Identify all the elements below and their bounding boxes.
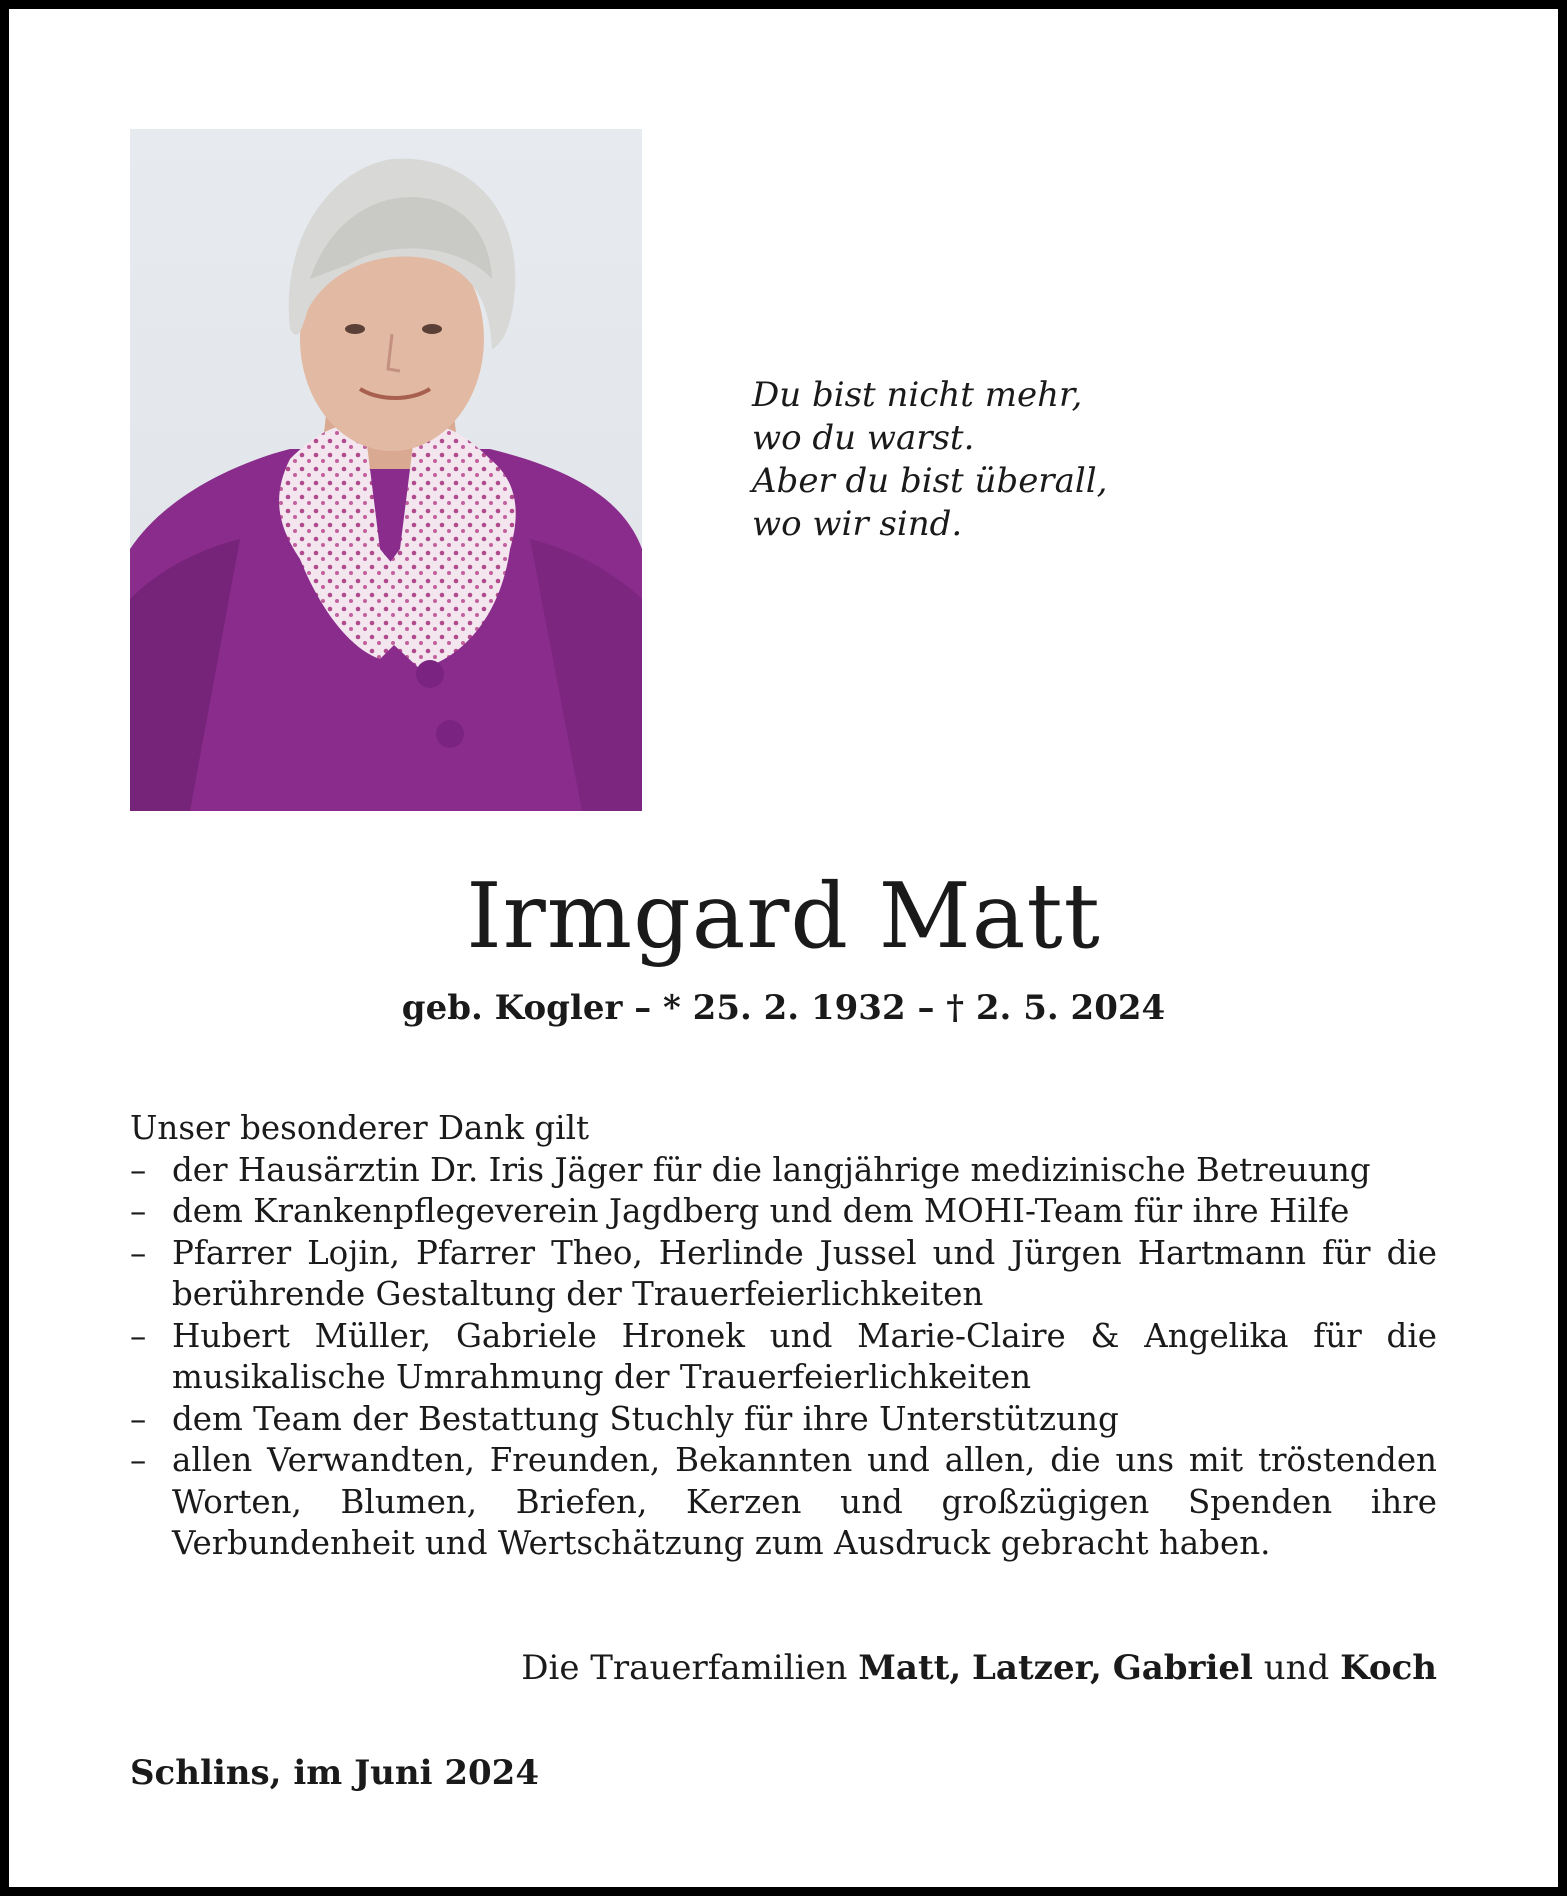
thanks-section <box>130 1108 1437 1565</box>
list-item <box>130 1440 1437 1565</box>
list-item <box>130 1233 1437 1316</box>
birth-death-dates: geb. Kogler – * 25. 2. 1932 – † 2. 5. 2024 <box>401 988 1166 1028</box>
list-item-text: dem Krankenpflegeverein Jagdberg und dem MOHI-Team für ihre Hilfe <box>172 1192 1350 1230</box>
signature-prefix: Die Trauerfamilien <box>521 1648 848 1688</box>
portrait-illustration <box>130 129 642 811</box>
poem-line: Aber du bist überall, <box>752 461 1108 501</box>
thanks-intro: Unser besonderer Dank gilt <box>130 1109 590 1147</box>
family-signature <box>521 1645 1437 1691</box>
list-item-text: Pfarrer Lojin, Pfarrer Theo, Herlinde Jussel und Jürgen Hartmann für die berührende Gestaltung der Trauerfeierlichkeiten <box>172 1233 1437 1313</box>
list-item <box>130 1191 1437 1233</box>
family-name: Latzer, <box>972 1648 1102 1688</box>
dash-marker: – <box>130 1441 147 1479</box>
family-name: Matt, <box>858 1648 962 1688</box>
thanks-list <box>130 1150 1437 1565</box>
dash-marker: – <box>130 1150 147 1189</box>
family-name: Koch <box>1340 1648 1437 1688</box>
dash-marker: – <box>130 1233 147 1272</box>
list-item <box>130 1150 1437 1192</box>
portrait-photo <box>130 129 642 811</box>
dash-marker: – <box>130 1192 147 1230</box>
poem-line: wo du warst. <box>752 418 975 458</box>
dash-marker: – <box>130 1399 147 1438</box>
poem-line: wo wir sind. <box>752 504 963 544</box>
signature-connector: und <box>1263 1648 1330 1688</box>
list-item <box>130 1316 1437 1399</box>
place-date: Schlins, im Juni 2024 <box>130 1753 539 1793</box>
list-item <box>130 1399 1437 1441</box>
list-item-text: der Hausärztin Dr. Iris Jäger für die langjährige medizinische Betreuung <box>172 1150 1371 1189</box>
family-name: Gabriel <box>1112 1648 1253 1688</box>
list-item-text: Hubert Müller, Gabriele Hronek und Marie-Claire & Angelika für die musikalische Umrahmung der Trauerfeierlichkeiten <box>172 1316 1437 1396</box>
memorial-poem <box>752 374 1107 546</box>
list-item-text: dem Team der Bestattung Stuchly für ihre Unterstützung <box>172 1399 1119 1438</box>
deceased-name: Irmgard Matt <box>466 864 1101 969</box>
poem-line: Du bist nicht mehr, <box>752 375 1083 415</box>
list-item-text: allen Verwandten, Freunden, Bekannten und allen, die uns mit tröstenden Worten, Blumen, Briefen, Kerzen und großzügigen Spenden ihre Verbundenheit und Wertschätzung zum Ausdruck gebracht haben. <box>172 1441 1437 1562</box>
dash-marker: – <box>130 1316 147 1355</box>
